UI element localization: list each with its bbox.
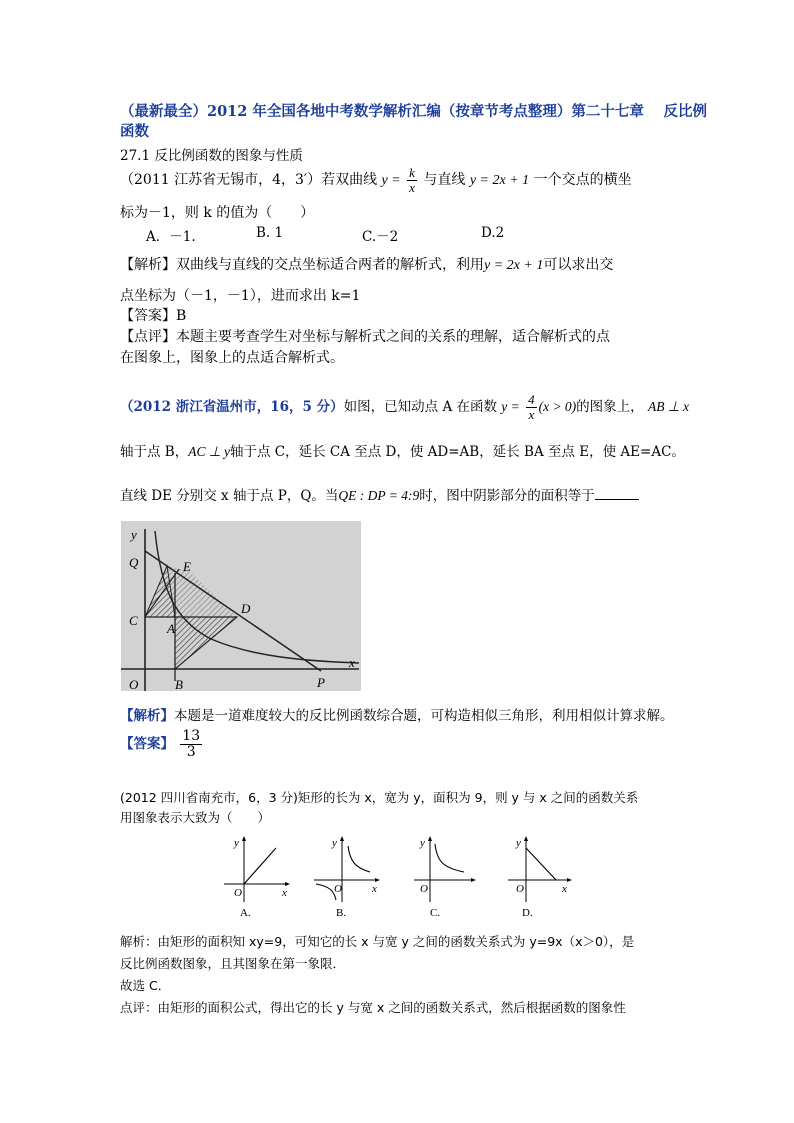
q3-graph-b — [312, 834, 382, 923]
q2-analysis: 【解析】本题是一道难度较大的反比例函数综合题，可构造相似三角形，利用相似计算求解。 — [120, 708, 674, 724]
q2-stem-line3: 直线 DE 分别交 x 轴于点 P，Q。当QE : DP = 4:9时，图中阴影部分的面积等于 — [120, 484, 639, 504]
q3-stem-line2: 用图象表示大致为（ ） — [120, 810, 271, 825]
q1-stem-line1 — [120, 165, 632, 196]
q2-answer: 【答案】 $\frac{13}{3}$ — [120, 728, 201, 760]
q1-y-eq: y = — [381, 173, 401, 188]
q2-stem-line2: 轴于点 B，AC ⊥ y轴于点 C，延长 CA 至点 D，使 AD=AB，延长 BA 至点 E，使 AE=AC。 — [120, 444, 685, 460]
q3-graph-d — [504, 834, 574, 923]
svg-text:x: x — [372, 883, 377, 895]
q1-comment-line2: 在图象上，图象上的点适合解析式。 — [120, 350, 344, 366]
svg-text:y: y — [420, 837, 425, 849]
svg-text:B.: B. — [336, 907, 347, 919]
label-p: P — [317, 675, 325, 690]
svg-text:D.: D. — [522, 907, 533, 919]
q1-mid: 与直线 — [423, 172, 466, 188]
svg-text:O: O — [334, 883, 342, 895]
q3-analysis-line2: 反比例函数图象，且其图象在第一象限． — [120, 956, 346, 971]
q2-fraction: $\frac{4}{x}$ — [528, 392, 535, 422]
q3-analysis-line1: 解析：由矩形的面积知 xy=9，可知它的长 x 与宽 y 之间的函数关系式为 y=9x（x＞0），是 — [120, 934, 635, 949]
q1-fraction: $\frac{k}{x}$ — [409, 164, 415, 195]
q1-line-eq: y = 2x + 1 — [469, 173, 530, 188]
label-e: E — [183, 559, 191, 574]
label-b: B — [175, 677, 183, 691]
svg-text:O: O — [516, 883, 524, 895]
q1-option-c: C.－2 — [362, 229, 399, 245]
q1-option-d: D.2 — [481, 225, 505, 241]
document-title-line2: 函数 — [120, 123, 149, 140]
q3-graph-a — [222, 834, 292, 923]
label-x: x — [349, 655, 355, 670]
q3-choice: 故选 C． — [120, 978, 171, 993]
section-heading: 27.1 反比例函数的图象与性质 — [120, 148, 303, 164]
q1-end: 一个交点的横坐 — [533, 172, 632, 188]
q3-stem-line1: (2012 四川省南充市，6，3 分)矩形的长为 x，宽为 y，面积为 9，则 y 与 x 之间的函数关系 — [120, 790, 639, 805]
graph-b-branch2 — [316, 884, 336, 900]
graph-b-branch1 — [348, 846, 370, 872]
q2-stem-line1: （2012 浙江省温州市，16，5 分）如图，已知动点 A 在函数 y = $\frac{4}{x}$ (x > 0)的图象上， AB ⊥ x — [120, 392, 689, 422]
graph-d-line — [526, 848, 556, 880]
svg-text:x: x — [282, 887, 287, 899]
svg-text:O: O — [234, 887, 242, 899]
svg-text:y: y — [332, 837, 337, 849]
label-a: A — [167, 621, 175, 636]
svg-text:C.: C. — [430, 907, 441, 919]
q1-answer: 【答案】B — [120, 308, 187, 324]
q1-analysis-line2: 点坐标为（－1，－1），进而求出 k=1 — [120, 288, 361, 304]
q1-option-a: A．－1. — [146, 229, 196, 245]
label-y: y — [131, 527, 137, 542]
q2-figure-photo — [121, 521, 361, 691]
q3-graph-c — [408, 834, 478, 923]
svg-text:A.: A. — [240, 907, 251, 919]
label-o: O — [129, 677, 139, 691]
q1-analysis-line1: 【解析】双曲线与直线的交点坐标适合两者的解析式，利用y = 2x + 1可以求出交 — [120, 257, 614, 273]
q2-answer-fraction: $\frac{13}{3}$ — [182, 728, 201, 760]
svg-text:x: x — [562, 883, 567, 895]
svg-text:O: O — [420, 883, 428, 895]
svg-text:y: y — [234, 837, 239, 849]
q2-source: （2012 浙江省温州市，16，5 分） — [120, 399, 344, 415]
q1-comment-line1: 【点评】本题主要考查学生对坐标与解析式之间的关系的理解，适合解析式的点 — [120, 329, 610, 345]
svg-text:y: y — [516, 837, 521, 849]
graph-c-curve — [435, 844, 464, 872]
graph-a-line — [244, 848, 276, 884]
q1-stem-line2: 标为－1，则 k 的值为（ ） — [120, 205, 315, 221]
document-title-line1: （最新最全）2012 年全国各地中考数学解析汇编（按章节考点整理）第二十七章 反比例 — [120, 103, 707, 120]
q1-source: （2011 江苏省无锡市，4，3′）若双曲线 — [120, 172, 378, 188]
label-q: Q — [129, 555, 139, 570]
label-c: C — [129, 613, 138, 628]
q1-option-b: B. 1 — [256, 225, 284, 241]
q3-comment: 点评：由矩形的面积公式，得出它的长 y 与宽 x 之间的函数关系式，然后根据函数的图象性 — [120, 1000, 626, 1015]
q2-figure-svg — [121, 521, 361, 691]
label-d: D — [241, 601, 251, 616]
answer-blank — [595, 487, 639, 500]
